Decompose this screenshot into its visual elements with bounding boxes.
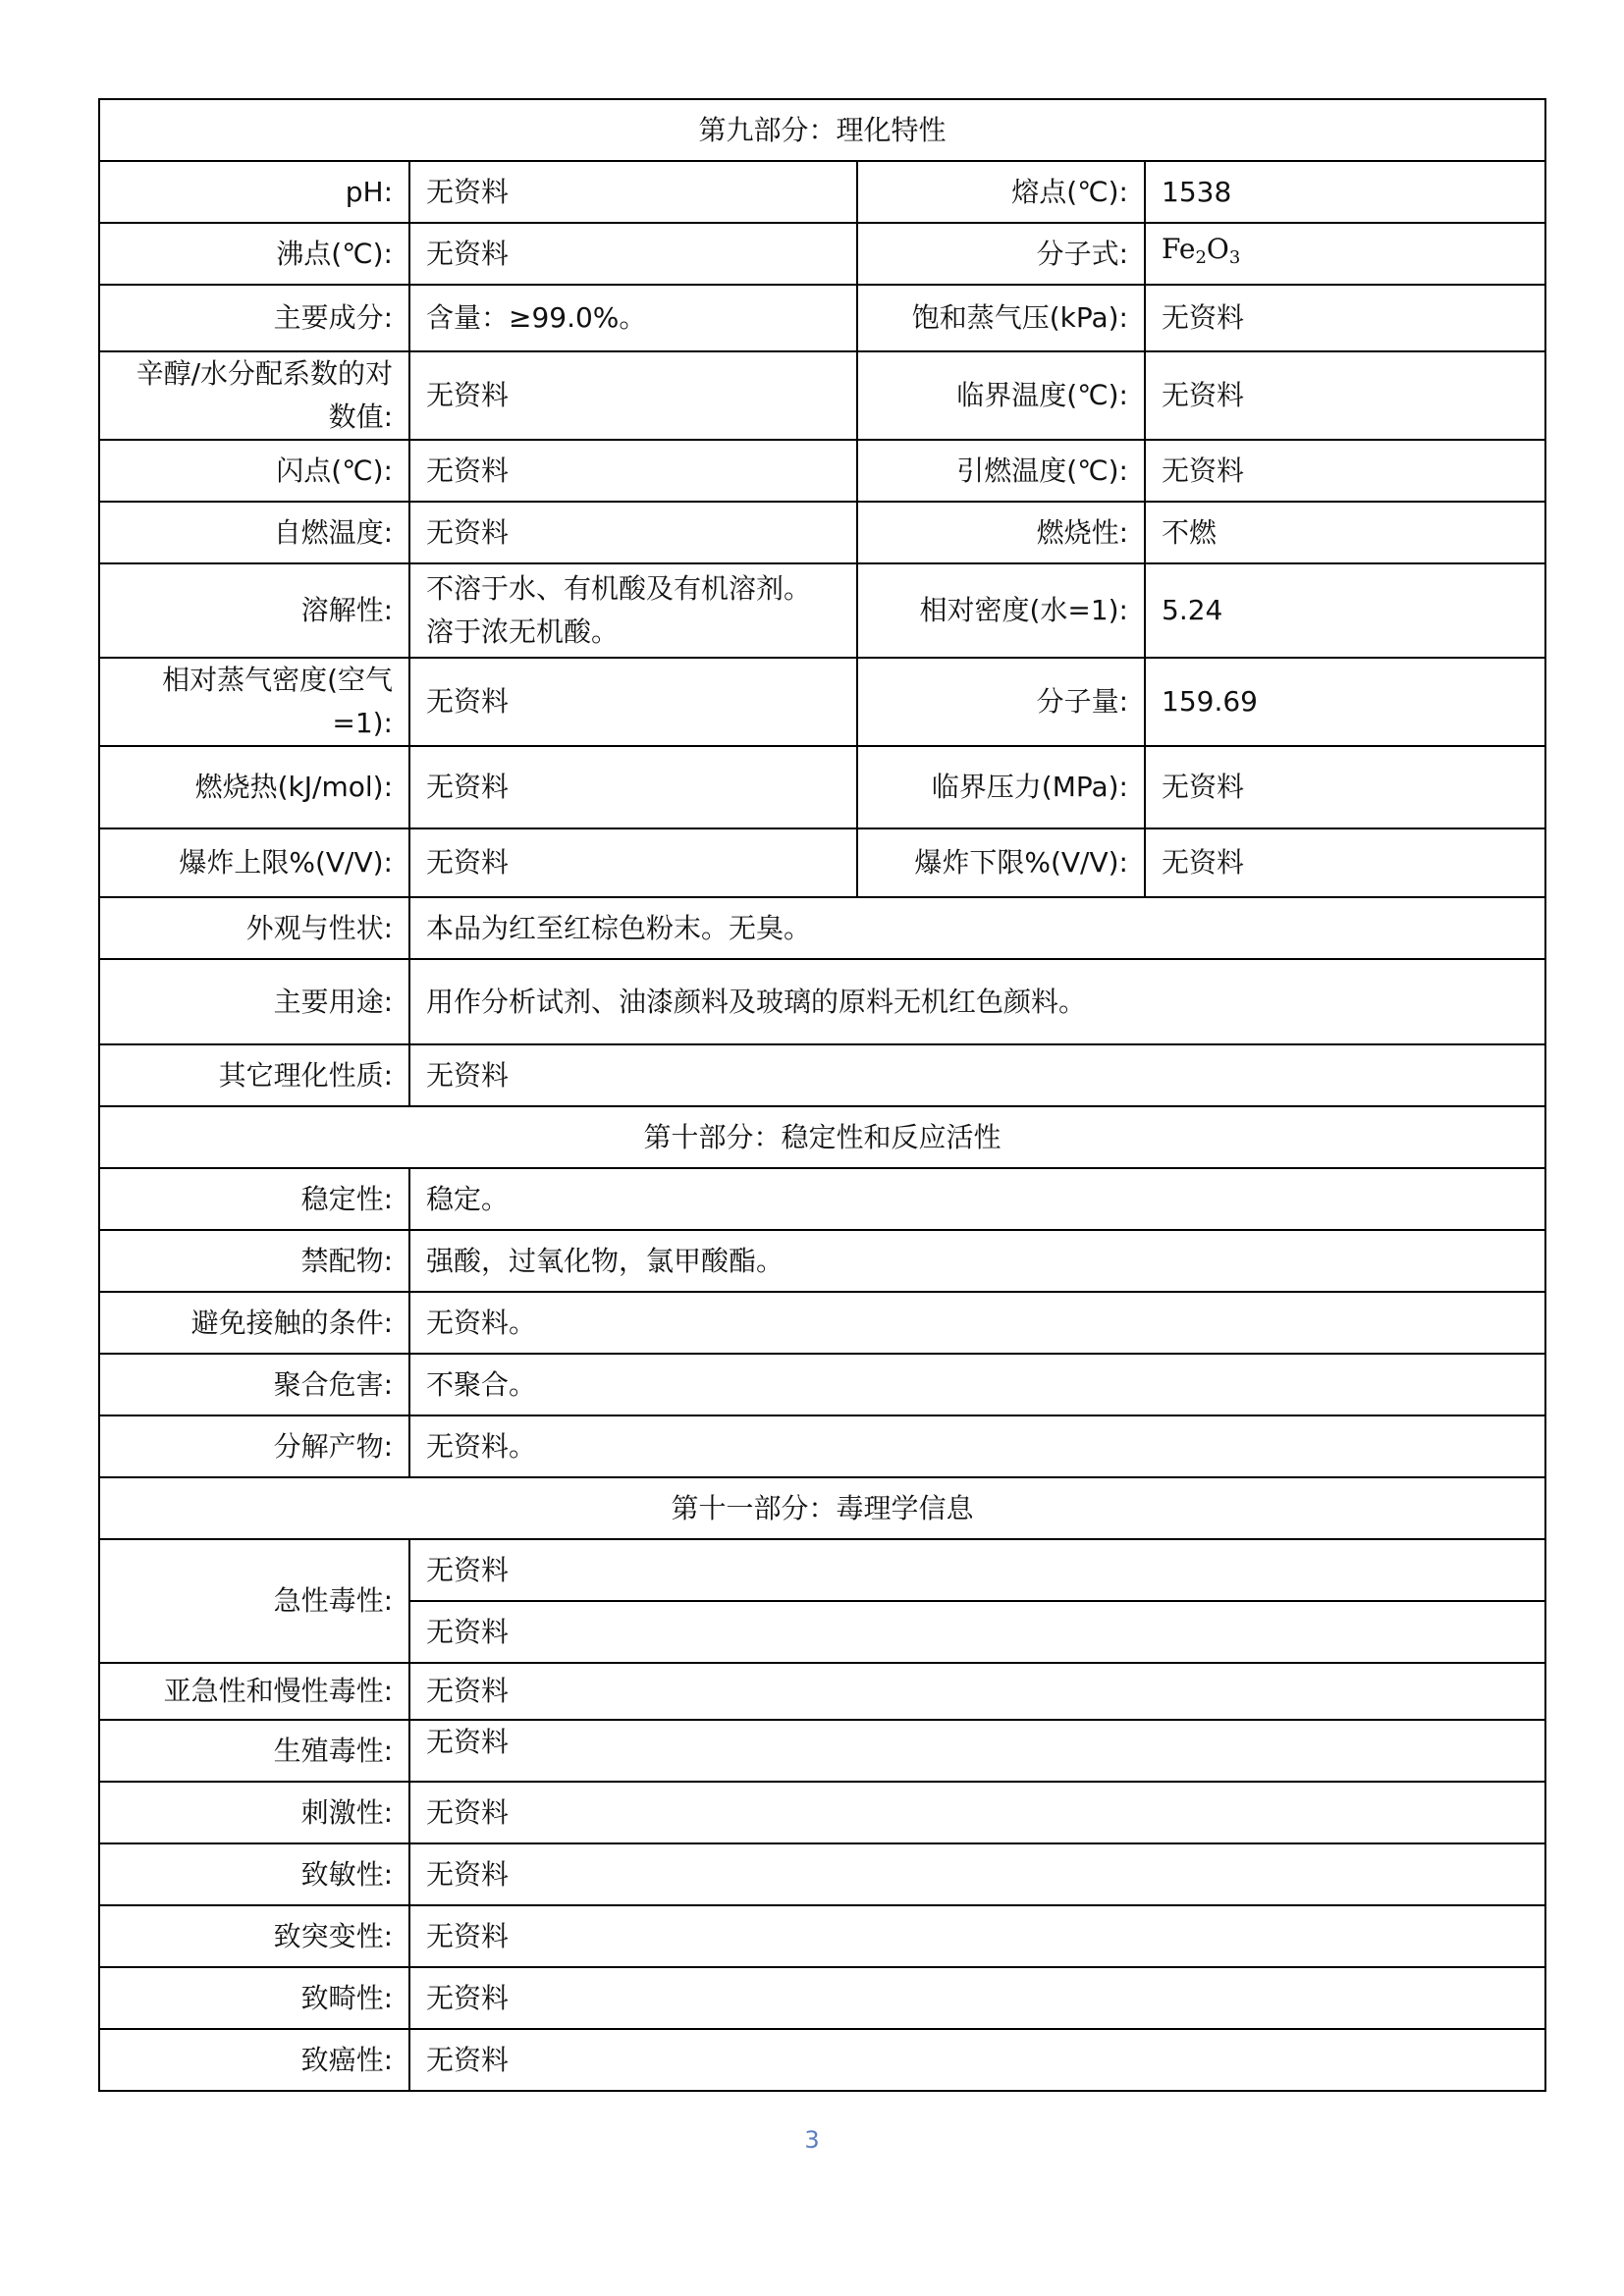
acute-toxicity-value-2: 无资料 bbox=[409, 1601, 1545, 1663]
section-11-title: 第十一部分：毒理学信息 bbox=[99, 1477, 1545, 1539]
formula-sub-1: 2 bbox=[1195, 247, 1207, 268]
table-row bbox=[99, 897, 1545, 959]
vapor-pressure-value: 无资料 bbox=[1145, 285, 1545, 351]
carcinogenicity-label: 致癌性: bbox=[99, 2029, 409, 2091]
critical-temp-label: 临界温度(℃): bbox=[857, 351, 1145, 440]
section-11-row bbox=[99, 1477, 1545, 1539]
vapor-density-label bbox=[99, 658, 409, 746]
critical-pressure-value: 无资料 bbox=[1145, 746, 1545, 828]
reproductive-toxicity-value: 无资料 bbox=[409, 1720, 1545, 1782]
flammability-value: 不燃 bbox=[1145, 502, 1545, 563]
avoid-conditions-label: 避免接触的条件: bbox=[99, 1292, 409, 1354]
section-9-title: 第九部分：理化特性 bbox=[99, 99, 1545, 161]
table-row bbox=[99, 1354, 1545, 1415]
section-10-title: 第十部分：稳定性和反应活性 bbox=[99, 1106, 1545, 1168]
stability-label: 稳定性: bbox=[99, 1168, 409, 1230]
table-row bbox=[99, 223, 1545, 285]
table-row bbox=[99, 351, 1545, 440]
table-row bbox=[99, 285, 1545, 351]
flammability-label: 燃烧性: bbox=[857, 502, 1145, 563]
table-row bbox=[99, 440, 1545, 502]
boiling-point-value: 无资料 bbox=[409, 223, 857, 285]
formula-sub-2: 3 bbox=[1228, 247, 1241, 268]
chronic-toxicity-value: 无资料 bbox=[409, 1663, 1545, 1720]
irritation-value: 无资料 bbox=[409, 1782, 1545, 1843]
other-properties-label: 其它理化性质: bbox=[99, 1044, 409, 1106]
solubility-value bbox=[409, 563, 857, 658]
flash-point-label: 闪点(℃): bbox=[99, 440, 409, 502]
combustion-heat-label: 燃烧热(kJ/mol): bbox=[99, 746, 409, 828]
octanol-water-label-line-2: 数值: bbox=[328, 400, 393, 433]
decomposition-value: 无资料。 bbox=[409, 1415, 1545, 1477]
table-row bbox=[99, 1292, 1545, 1354]
table-row bbox=[99, 828, 1545, 897]
critical-pressure-label: 临界压力(MPa): bbox=[857, 746, 1145, 828]
decomposition-label: 分解产物: bbox=[99, 1415, 409, 1477]
lower-limit-label: 爆炸下限%(V/V): bbox=[857, 828, 1145, 897]
melting-point-label: 熔点(℃): bbox=[857, 161, 1145, 223]
solubility-label: 溶解性: bbox=[99, 563, 409, 658]
table-row bbox=[99, 1905, 1545, 1967]
section-10-row bbox=[99, 1106, 1545, 1168]
octanol-water-label-line-1: 辛醇/水分配系数的对 bbox=[135, 357, 393, 390]
vapor-density-label-line-1: 相对蒸气密度(空气 bbox=[162, 664, 393, 696]
incompatible-value: 强酸，过氧化物，氯甲酸酯。 bbox=[409, 1230, 1545, 1292]
table-row bbox=[99, 959, 1545, 1044]
combustion-heat-value: 无资料 bbox=[409, 746, 857, 828]
table-row bbox=[99, 1843, 1545, 1905]
relative-density-label: 相对密度(水=1): bbox=[857, 563, 1145, 658]
vapor-pressure-label: 饱和蒸气压(kPa): bbox=[857, 285, 1145, 351]
teratogenicity-value: 无资料 bbox=[409, 1967, 1545, 2029]
lower-limit-value: 无资料 bbox=[1145, 828, 1545, 897]
page-number: 3 bbox=[804, 2126, 820, 2154]
ph-value: 无资料 bbox=[409, 161, 857, 223]
table-row bbox=[99, 161, 1545, 223]
relative-density-value: 5.24 bbox=[1145, 563, 1545, 658]
reproductive-toxicity-label: 生殖毒性: bbox=[99, 1720, 409, 1782]
table-row bbox=[99, 1782, 1545, 1843]
irritation-label: 刺激性: bbox=[99, 1782, 409, 1843]
sensitization-value: 无资料 bbox=[409, 1843, 1545, 1905]
polymerization-value: 不聚合。 bbox=[409, 1354, 1545, 1415]
flash-point-value: 无资料 bbox=[409, 440, 857, 502]
ignition-temp-value: 无资料 bbox=[1145, 440, 1545, 502]
acute-toxicity-value-1: 无资料 bbox=[409, 1539, 1545, 1601]
solubility-value-line-1: 不溶于水、有机酸及有机溶剂。 bbox=[426, 572, 812, 605]
component-label: 主要成分: bbox=[99, 285, 409, 351]
molecular-weight-label: 分子量: bbox=[857, 658, 1145, 746]
appearance-label: 外观与性状: bbox=[99, 897, 409, 959]
table-row bbox=[99, 502, 1545, 563]
avoid-conditions-value: 无资料。 bbox=[409, 1292, 1545, 1354]
table-row bbox=[99, 563, 1545, 658]
table-row bbox=[99, 1539, 1545, 1601]
ph-label: pH: bbox=[99, 161, 409, 223]
mutagenicity-value: 无资料 bbox=[409, 1905, 1545, 1967]
table-row bbox=[99, 746, 1545, 828]
table-row bbox=[99, 1720, 1545, 1782]
teratogenicity-label: 致畸性: bbox=[99, 1967, 409, 2029]
appearance-value: 本品为红至红棕色粉末。无臭。 bbox=[409, 897, 1545, 959]
other-properties-value: 无资料 bbox=[409, 1044, 1545, 1106]
incompatible-label: 禁配物: bbox=[99, 1230, 409, 1292]
upper-limit-value: 无资料 bbox=[409, 828, 857, 897]
sensitization-label: 致敏性: bbox=[99, 1843, 409, 1905]
formula-part-1: Fe bbox=[1162, 233, 1196, 265]
solubility-value-line-2: 溶于浓无机酸。 bbox=[426, 615, 620, 648]
formula-part-2: O bbox=[1206, 233, 1229, 265]
stability-value: 稳定。 bbox=[409, 1168, 1545, 1230]
table-row bbox=[99, 1230, 1545, 1292]
component-value: 含量：≥99.0%。 bbox=[409, 285, 857, 351]
octanol-water-label bbox=[99, 351, 409, 440]
molecular-weight-value: 159.69 bbox=[1145, 658, 1545, 746]
table-row bbox=[99, 1168, 1545, 1230]
section-9-row bbox=[99, 99, 1545, 161]
ignition-temp-label: 引燃温度(℃): bbox=[857, 440, 1145, 502]
polymerization-label: 聚合危害: bbox=[99, 1354, 409, 1415]
boiling-point-label: 沸点(℃): bbox=[99, 223, 409, 285]
table-row bbox=[99, 1967, 1545, 2029]
uses-value: 用作分析试剂、油漆颜料及玻璃的原料无机红色颜料。 bbox=[409, 959, 1545, 1044]
autoignition-label: 自燃温度: bbox=[99, 502, 409, 563]
table-row bbox=[99, 1663, 1545, 1720]
table-row bbox=[99, 658, 1545, 746]
formula-label: 分子式: bbox=[857, 223, 1145, 285]
vapor-density-value: 无资料 bbox=[409, 658, 857, 746]
autoignition-value: 无资料 bbox=[409, 502, 857, 563]
uses-label: 主要用途: bbox=[99, 959, 409, 1044]
acute-toxicity-label: 急性毒性: bbox=[99, 1539, 409, 1663]
upper-limit-label: 爆炸上限%(V/V): bbox=[99, 828, 409, 897]
critical-temp-value: 无资料 bbox=[1145, 351, 1545, 440]
vapor-density-label-line-2: =1): bbox=[332, 707, 393, 739]
mutagenicity-label: 致突变性: bbox=[99, 1905, 409, 1967]
table-row bbox=[99, 1044, 1545, 1106]
table-row bbox=[99, 1415, 1545, 1477]
octanol-water-value: 无资料 bbox=[409, 351, 857, 440]
sds-table bbox=[98, 98, 1546, 2092]
formula-value bbox=[1145, 223, 1545, 285]
chronic-toxicity-label: 亚急性和慢性毒性: bbox=[99, 1663, 409, 1720]
melting-point-value: 1538 bbox=[1145, 161, 1545, 223]
carcinogenicity-value: 无资料 bbox=[409, 2029, 1545, 2091]
table-row bbox=[99, 2029, 1545, 2091]
